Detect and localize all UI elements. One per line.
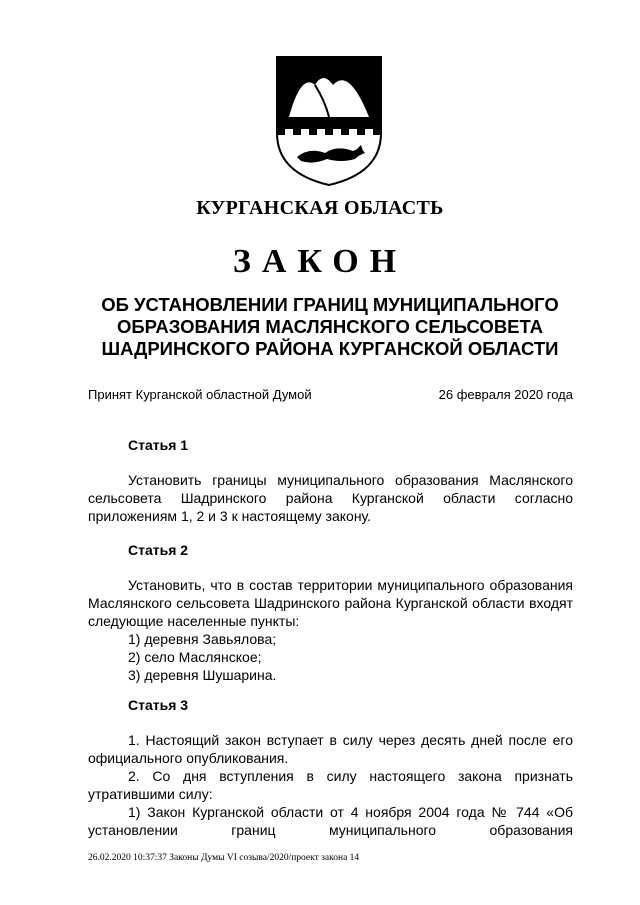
article-heading: Статья 3 bbox=[128, 697, 189, 713]
article-text: Установить, что в состав территории муниципального образования Маслянского сельсовета Шадринского района Курганской области входят следующие населенные пункты: bbox=[88, 577, 573, 629]
adoption-date: 26 февраля 2020 года bbox=[438, 387, 573, 402]
law-title-line: ОБ УСТАНОВЛЕНИИ ГРАНИЦ МУНИЦИПАЛЬНОГО bbox=[101, 294, 559, 315]
law-title bbox=[70, 294, 590, 360]
article-text: Установить границы муниципального образования Маслянского сельсовета Шадринского района Курганской области согласно приложениям 1, 2 и 3 к настоящему закону. bbox=[88, 472, 573, 524]
document-type: ЗАКОН bbox=[232, 243, 408, 280]
list-item: 2) село Маслянское; bbox=[128, 649, 262, 665]
article-paragraph: 1) Закон Курганской области от 4 ноября 2004 года № 744 «Об установлении границ муниципального образования bbox=[88, 804, 573, 838]
kurgan-coat-of-arms-icon bbox=[275, 55, 383, 187]
adopted-by: Принят Курганской областной Думой bbox=[88, 387, 312, 402]
law-title-line: ШАДРИНСКОГО РАЙОНА КУРГАНСКОЙ ОБЛАСТИ bbox=[101, 338, 559, 359]
article-heading: Статья 2 bbox=[128, 542, 189, 558]
list-item: 1) деревня Завьялова; bbox=[128, 631, 277, 647]
article-paragraph: 2. Со дня вступления в силу настоящего закона признать утратившими силу: bbox=[88, 768, 573, 802]
article-heading: Статья 1 bbox=[128, 437, 189, 453]
law-title-line: ОБРАЗОВАНИЯ МАСЛЯНСКОГО СЕЛЬСОВЕТА bbox=[116, 316, 544, 337]
adoption-line bbox=[88, 387, 573, 402]
document-footer: 26.02.2020 10:37:37 Законы Думы VI созыва/2020/проект закона 14 bbox=[88, 853, 360, 863]
article-paragraph: 1. Настоящий закон вступает в силу через десять дней после его официального опубликования. bbox=[88, 732, 573, 766]
region-heading: КУРГАНСКАЯ ОБЛАСТЬ bbox=[196, 197, 444, 219]
list-item: 3) деревня Шушарина. bbox=[128, 667, 277, 683]
